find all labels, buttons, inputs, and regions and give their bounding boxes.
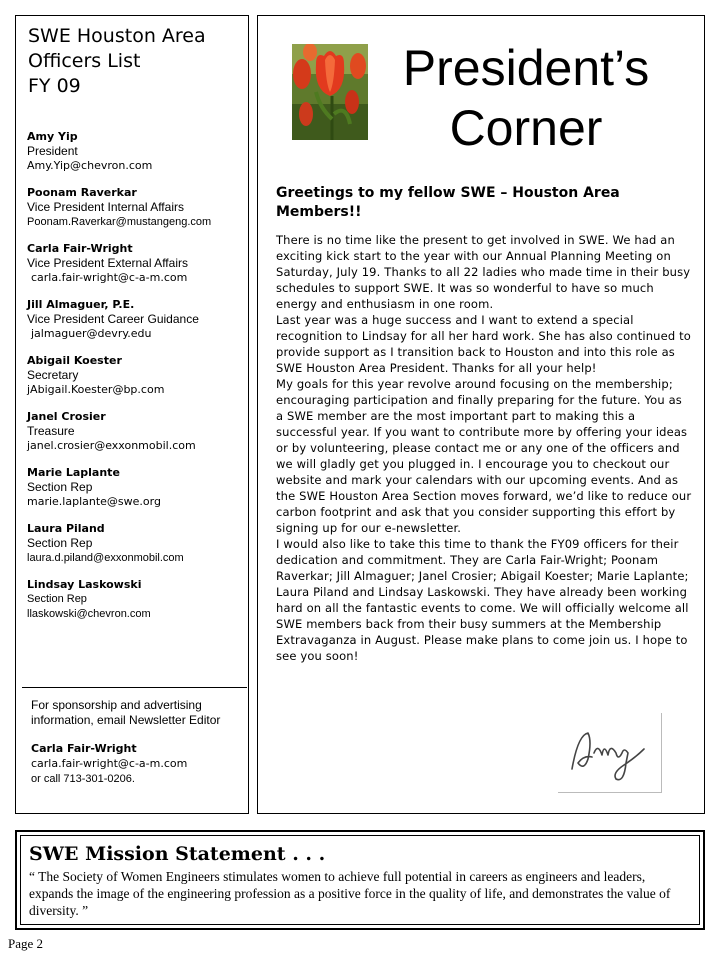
editor-phone: or call 713-301-0206. [31,773,135,785]
presidents-corner [257,15,705,814]
page-title [376,38,676,158]
greeting-heading: Greetings to my fellow SWE – Houston Area Members!! [276,185,620,220]
officer-name: Janel Crosier [27,410,106,423]
officer-email[interactable]: laura.d.piland@exxonmobil.com [27,552,184,564]
officer-entry [27,522,249,566]
sponsorship-text: For sponsorship and advertising information, email Newsletter Editor [31,698,221,727]
officer-email[interactable]: carla.fair-wright@c-a-m.com [31,271,188,284]
sidebar-title [28,24,243,99]
officer-role: Secretary [27,368,79,382]
mission-statement-inner [20,835,700,925]
officer-role: Vice President External Affairs [27,256,188,270]
page-number: Page 2 [8,936,44,951]
officer-email[interactable]: jAbigail.Koester@bp.com [27,383,165,396]
officer-role: Treasure [27,424,75,438]
officer-name: Laura Piland [27,522,105,535]
officer-role: Vice President Internal Affairs [27,200,184,214]
officer-email[interactable]: marie.laplante@swe.org [27,495,161,508]
letter-paragraph: Last year was a huge success and I want to extend a special recognition to Lindsay for all her hard work. She has also continued to provide support as I transition back to Houston and into this role as SWE Houston Area President. Thanks for all your help! [276,313,691,375]
officer-name: Abigail Koester [27,354,122,367]
officer-email[interactable]: janel.crosier@exxonmobil.com [27,439,196,452]
letter-paragraph: I would also like to take this time to thank the FY09 officers for their dedication and commitment. They are Carla Fair-Wright; Poonam Raverkar; Jill Almaguer; Janel Crosier; Abigail Koester; Marie Laplante; Laura Piland and Lindsay Laskowski. They have already been working hard on all the fantastic events to come. We will officially welcome all SWE members back from their busy summers at the Membership Extravaganza in August. Please make plans to come join us. I hope to see you soon! [276,537,689,663]
sidebar-title-line: SWE Houston Area [28,25,206,47]
page-title-line: Corner [449,100,603,156]
officer-name: Poonam Raverkar [27,186,137,199]
amy-signature [558,713,662,793]
sponsorship-info [31,698,243,787]
officer-entry [27,410,249,454]
sidebar-title-line: Officers List [28,50,141,72]
editor-name: Carla Fair-Wright [31,742,137,755]
officer-entry [27,354,249,398]
officer-name: Carla Fair-Wright [27,242,133,255]
officer-email[interactable]: Amy.Yip@chevron.com [27,159,153,172]
sidebar-title-line: FY 09 [28,75,81,97]
editor-email[interactable]: carla.fair-wright@c-a-m.com [31,757,188,770]
letter-paragraph: There is no time like the present to get involved in SWE. We had an exciting kick start to the year with our Annual Planning Meeting on Saturday, July 19. Thanks to all 22 ladies who made time in their busy schedules to support SWE. It was so wonderful to have so much energy and enthusiasm in one room. [276,233,691,311]
officer-name: Amy Yip [27,130,78,143]
officer-email[interactable]: Poonam.Raverkar@mustangeng.com [27,216,212,228]
officer-name: Jill Almaguer, P.E. [27,298,135,311]
tulip-photo [292,44,368,140]
officer-name: Marie Laplante [27,466,120,479]
officer-role: Section Rep [27,480,93,494]
officer-role: Vice President Career Guidance [27,312,199,326]
page-title-line: President’s [402,40,650,96]
officer-entry [27,298,249,342]
letter-body [276,232,692,664]
officer-entry [27,186,249,230]
officers-sidebar [15,15,249,814]
mission-title: SWE Mission Statement . . . [29,843,326,865]
letter-paragraph: My goals for this year revolve around focusing on the membership; encouraging participation and finally preparing for the future. You as a SWE member are the most important part to making this a successful year. If you want to contribute more by offering your ideas or by volunteering, please contact me or any one of the officers and we will gladly get you plugged in. I encourage you to checkout our website and mark your calendars with our upcoming events. And as the SWE Houston Area Section moves forward, we’d like to reduce our carbon footprint and ask that you consider supporting this effort by signing up for our e-newsletter. [276,377,692,535]
mission-statement-box [15,830,705,930]
officer-entry [27,130,249,174]
officer-role: President [27,144,78,158]
officer-email[interactable]: llaskowski@chevron.com [27,608,151,620]
sidebar-divider [22,687,247,688]
officer-name: Lindsay Laskowski [27,578,142,591]
officer-role: Section Rep [27,536,93,550]
mission-text: “ The Society of Women Engineers stimulates women to achieve full potential in careers as engineers and leaders, expands the image of the engineering profession as a positive force in the quality of life, and demonstrates the value of diversity. ” [29,869,671,918]
officer-role: Section Rep [27,593,87,605]
officers-list [27,130,249,634]
officer-email[interactable]: jalmaguer@devry.edu [31,327,152,340]
officer-entry [27,578,249,622]
officer-entry [27,242,249,286]
officer-entry [27,466,249,510]
